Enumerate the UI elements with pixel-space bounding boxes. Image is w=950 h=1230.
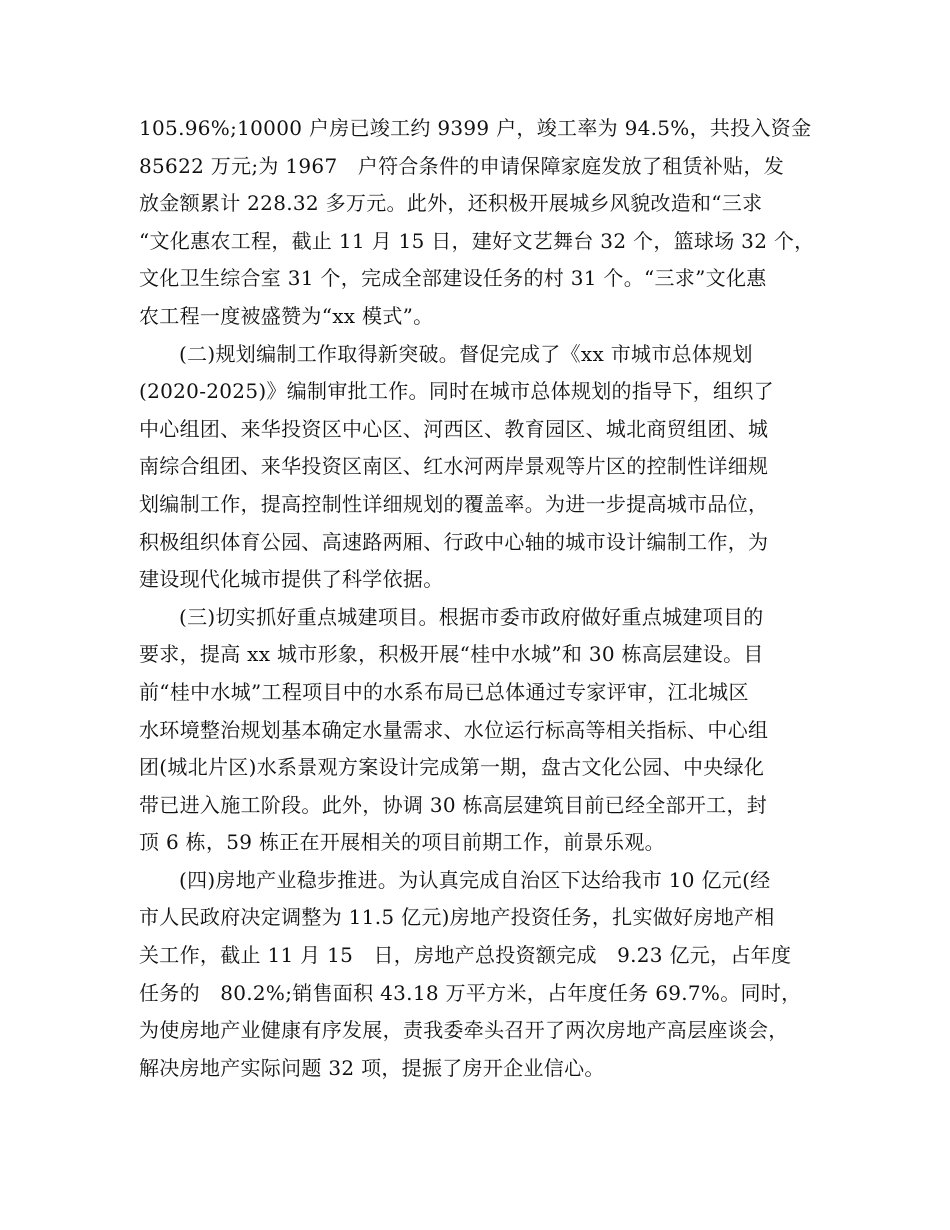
text-line: 解决房地产实际问题 32 项，提振了房开企业信心。 [139,1055,605,1080]
text-line: 文化卫生综合室 31 个，完成全部建设任务的村 31 个。“三求”文化惠 [139,266,767,291]
text-line: 前“桂中水城”工程项目中的水系布局已总体通过专家评审，江北城区 [139,679,749,704]
text-line: 农工程一度被盛赞为“xx 模式”。 [139,303,434,328]
section-4-first-line: (四)房地产业稳步推进。为认真完成自治区下达给我市 10 亿元(经 [179,867,771,892]
text-line: (2020-2025)》编制审批工作。同时在城市总体规划的指导下，组织了 [139,379,774,404]
text-line: 关工作，截止 11 月 15 日，房地产总投资额完成 9.23 亿元，占年度 [139,943,792,968]
text-line: 顶 6 栋，59 栋正在开展相关的项目前期工作，前景乐观。 [139,830,665,855]
text-line: 积极组织体育公园、高速路两厢、行政中心轴的城市设计编制工作，为 [139,529,769,554]
section-2-first-line: (二)规划编制工作取得新突破。督促完成了《xx 市城市总体规划 [179,341,753,366]
text-line: 中心组团、来华投资区中心区、河西区、教育园区、城北商贸组团、城 [139,416,769,441]
text-line: 放金额累计 228.32 多万元。此外，还积极开展城乡风貌改造和“三求 [139,191,763,216]
text-line: 团(城北片区)水系景观方案设计完成第一期，盘古文化公园、中央绿化 [139,755,765,780]
text-line: “文化惠农工程，截止 11 月 15 日，建好文艺舞台 32 个，篮球场 32 个， [139,228,815,253]
text-line: 市人民政府决定调整为 11.5 亿元)房地产投资任务，扎实做好房地产相 [139,905,775,930]
text-line: 任务的 80.2%;销售面积 43.18 万平方米，占年度任务 69.7%。同时， [139,980,802,1005]
text-line: 105.96%;10000 户房已竣工约 9399 户，竣工率为 94.5%，共投入资金 [139,116,812,140]
text-line: 带已进入施工阶段。此外，协调 30 栋高层建筑目前已经全部开工，封 [139,792,768,817]
text-line: 建设现代化城市提供了科学依据。 [139,567,444,592]
text-line: 为使房地产业健康有序发展，责我委牵头召开了两次房地产高层座谈会， [139,1018,789,1043]
document-body-text [139,110,819,1087]
section-3-first-line: (三)切实抓好重点城建项目。根据市委市政府做好重点城建项目的 [179,604,764,629]
text-line: 要求，提高 xx 城市形象，积极开展“桂中水城”和 30 栋高层建设。目 [139,642,764,667]
text-line: 85622 万元;为 1967 户符合条件的申请保障家庭发放了租赁补贴，发 [139,153,785,178]
text-line: 划编制工作，提高控制性详细规划的覆盖率。为进一步提高城市品位， [139,491,769,516]
text-line: 南综合组团、来华投资区南区、红水河两岸景观等片区的控制性详细规 [139,454,769,479]
text-line: 水环境整治规划基本确定水量需求、水位运行标高等相关指标、中心组 [139,717,769,742]
